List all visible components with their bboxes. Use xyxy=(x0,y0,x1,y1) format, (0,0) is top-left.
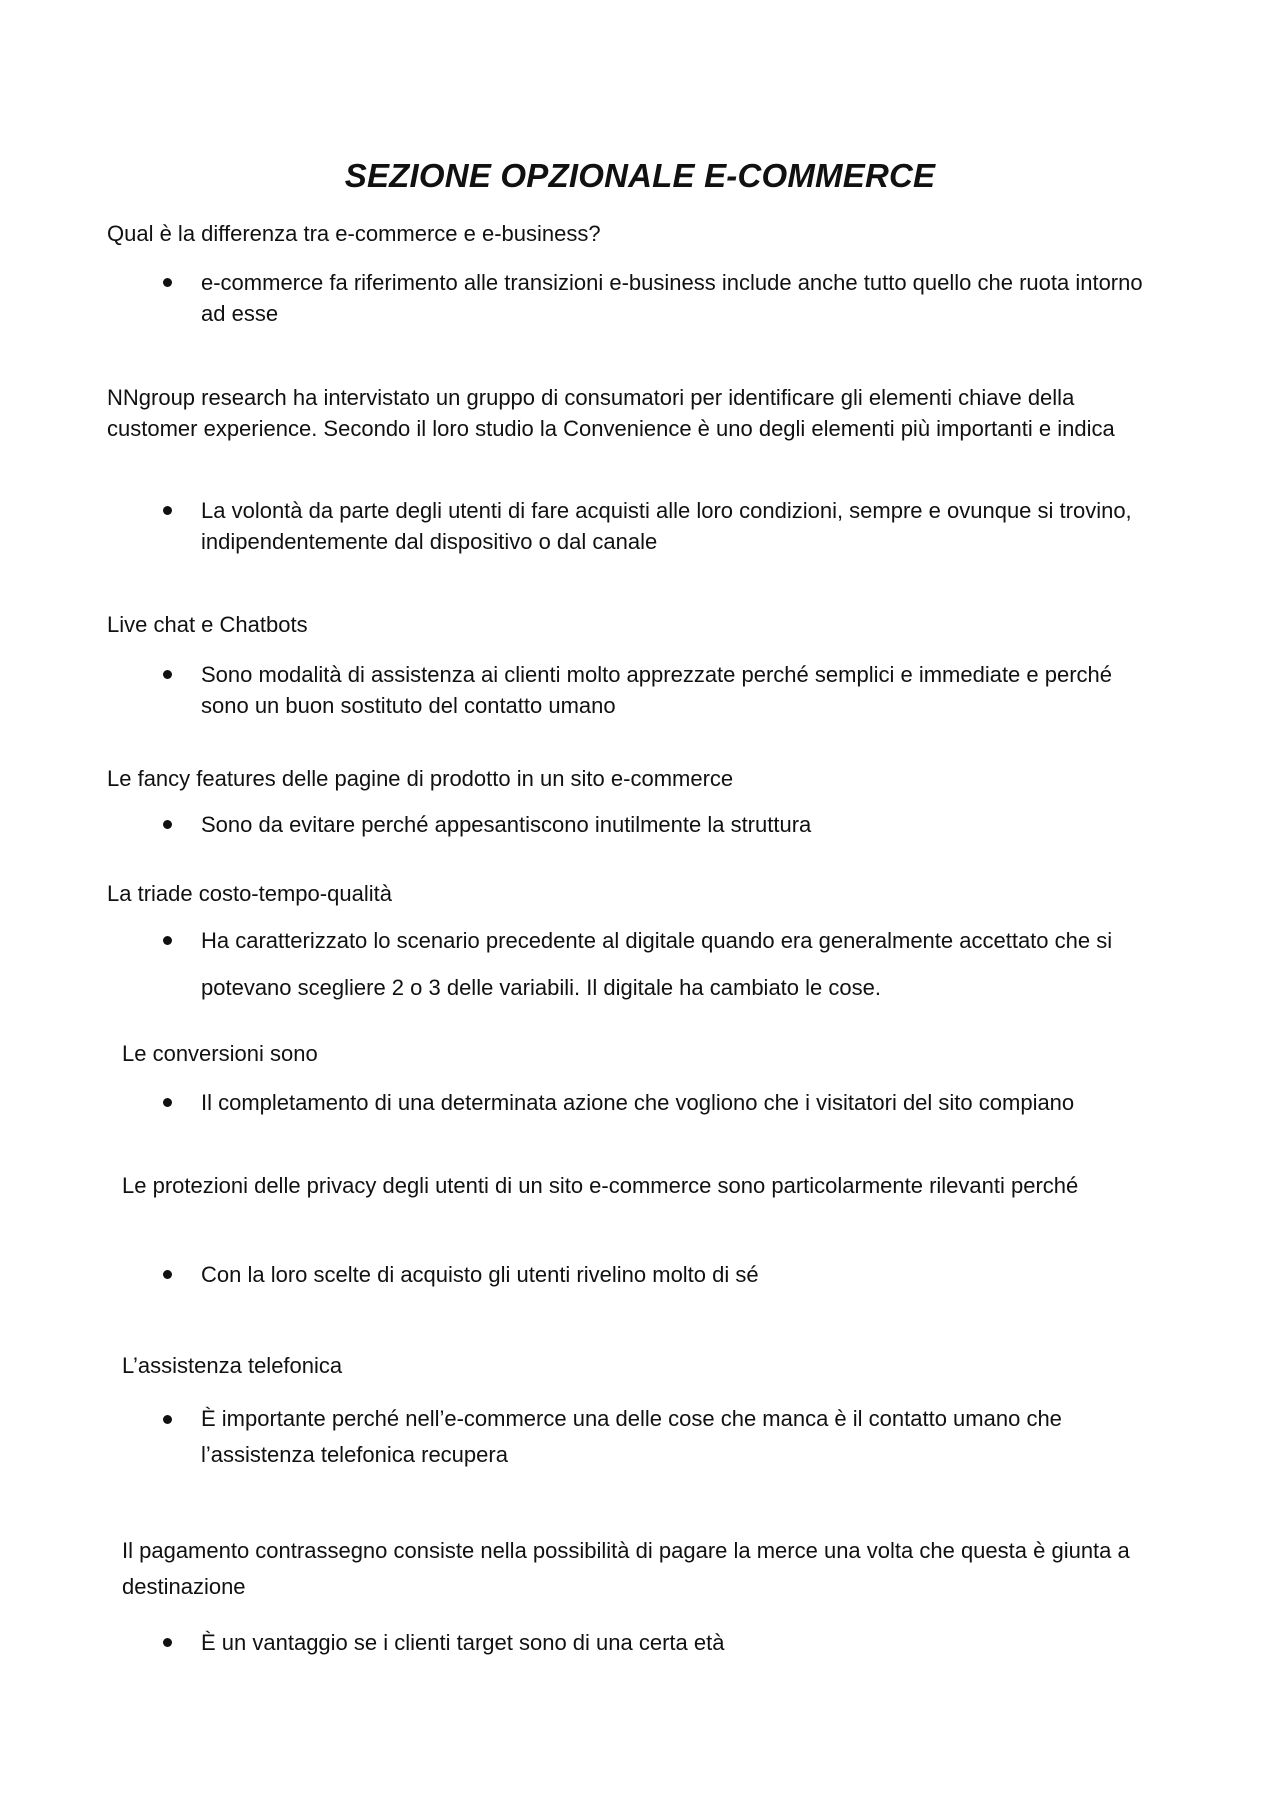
answer-text: Sono da evitare perché appesantiscono inutilmente la struttura xyxy=(201,812,812,837)
question-text: Live chat e Chatbots xyxy=(107,612,308,637)
bullet-icon xyxy=(163,1270,172,1279)
bullet-icon xyxy=(163,670,172,679)
answer-text: Sono modalità di assistenza ai clienti molto apprezzate perché semplici e immediate e perché sono un buon sostituto del contatto umano xyxy=(201,662,1113,718)
bullet-icon xyxy=(163,1415,172,1424)
answer-text: Il completamento di una determinata azione che vogliono che i visitatori del sito compiano xyxy=(201,1090,1075,1115)
bullet-icon xyxy=(163,1098,172,1107)
question-text: Qual è la differenza tra e-commerce e e-business? xyxy=(107,221,601,246)
question-text: Le conversioni sono xyxy=(122,1041,318,1066)
question-text: NNgroup research ha intervistato un gruppo di consumatori per identificare gli elementi chiave della customer experience. Secondo il loro studio la Convenience è uno degli elementi più importanti e indica xyxy=(107,385,1115,441)
question-text: Le protezioni delle privacy degli utenti di un sito e-commerce sono particolarmente rilevanti perché xyxy=(122,1173,1079,1198)
answer-text: La volontà da parte degli utenti di fare acquisti alle loro condizioni, sempre e ovunque si trovino, indipendentemente dal dispositivo o dal canale xyxy=(201,498,1132,554)
question-text: Il pagamento contrassegno consiste nella possibilità di pagare la merce una volta che questa è giunta a destinazione xyxy=(122,1538,1130,1599)
answer-text: Con la loro scelte di acquisto gli utenti rivelino molto di sé xyxy=(201,1262,759,1287)
bullet-icon xyxy=(163,506,172,515)
page-title: SEZIONE OPZIONALE E-COMMERCE xyxy=(344,157,936,194)
question-text: La triade costo-tempo-qualità xyxy=(107,881,392,906)
answer-text: È un vantaggio se i clienti target sono di una certa età xyxy=(201,1630,725,1655)
answer-text: È importante perché nell’e-commerce una delle cose che manca è il contatto umano che l’assistenza telefonica recupera xyxy=(201,1406,1062,1467)
bullet-icon xyxy=(163,278,172,287)
answer-text: Ha caratterizzato lo scenario precedente al digitale quando era generalmente accettato che si potevano scegliere 2 o 3 delle variabili. Il digitale ha cambiato le cose. xyxy=(201,928,1113,1000)
question-text: Le fancy features delle pagine di prodotto in un sito e-commerce xyxy=(107,766,734,791)
bullet-icon xyxy=(163,1638,172,1647)
bullet-icon xyxy=(163,936,172,945)
question-text: L’assistenza telefonica xyxy=(122,1353,343,1378)
answer-text: e-commerce fa riferimento alle transizioni e-business include anche tutto quello che ruota intorno ad esse xyxy=(201,270,1143,326)
bullet-icon xyxy=(163,820,172,829)
